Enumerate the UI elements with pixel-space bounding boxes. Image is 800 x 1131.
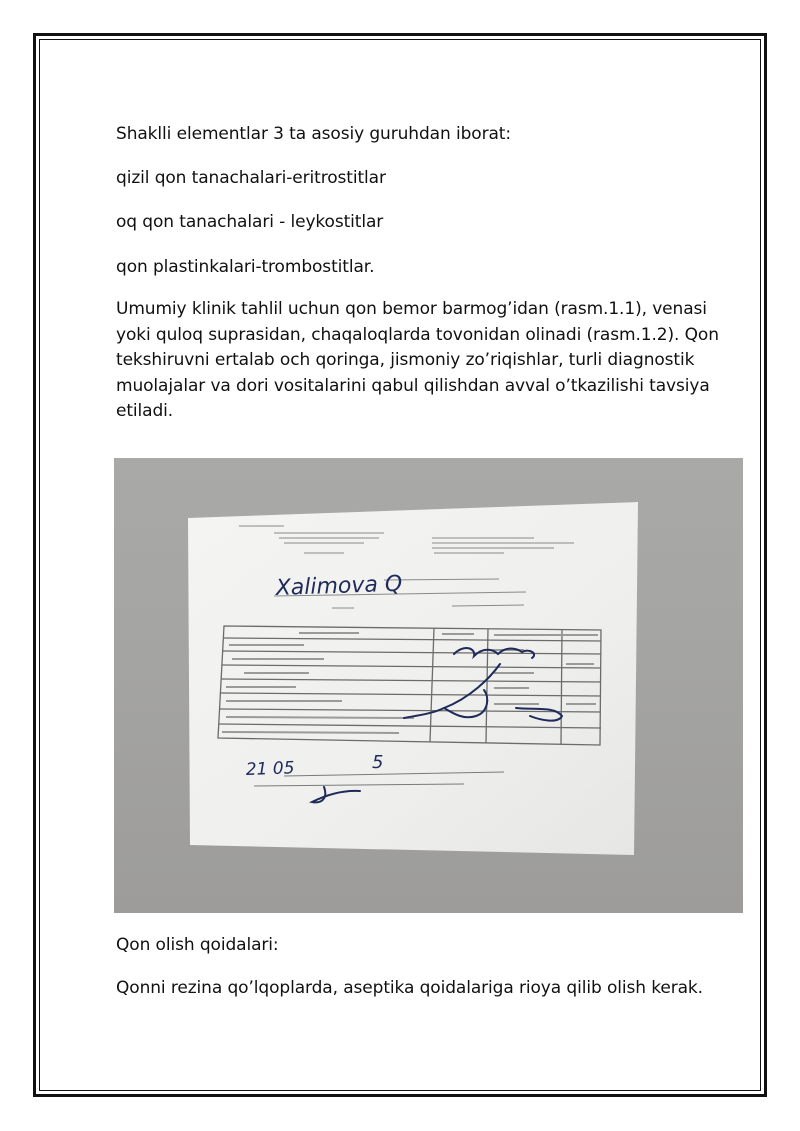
paragraph-rules-heading: Qon olish qoidalari:	[116, 935, 279, 955]
blood-test-form-image	[114, 458, 743, 913]
blood-test-form-photo	[114, 458, 743, 913]
paragraph-thrombocytes: qon plastinkalari-trombostitlar.	[116, 257, 375, 277]
paper-sheet	[188, 502, 638, 855]
paragraph-leukocytes: oq qon tanachalari - leykostitlar	[116, 212, 384, 232]
paragraph-gloves-rule: Qonni rezina qo’lqoplarda, aseptika qoidalariga rioya qilib olish kerak.	[116, 978, 703, 998]
number-handwritten: 5	[372, 752, 384, 773]
date-handwritten: 21 05	[245, 758, 295, 780]
paragraph-erythrocytes: qizil qon tanachalari-eritrostitlar	[116, 168, 386, 188]
paragraph-formed-elements: Shaklli elementlar 3 ta asosiy guruhdan iborat:	[116, 124, 511, 144]
patient-name-handwritten: Xalimova Q	[275, 571, 403, 601]
paragraph-clinical-analysis: Umumiy klinik tahlil uchun qon bemor barmog’idan (rasm.1.1), venasi yoki quloq suprasidan, chaqaloqlarda tovonidan olinadi (rasm.1.2). Qon tekshiruvni ertalab och qoringa, jismoniy zo’riqishlar, turli diagnostik muolajalar va dori vositalarini qabul qilishdan avval o’tkazilishi tavsiya etiladi.	[116, 299, 719, 421]
